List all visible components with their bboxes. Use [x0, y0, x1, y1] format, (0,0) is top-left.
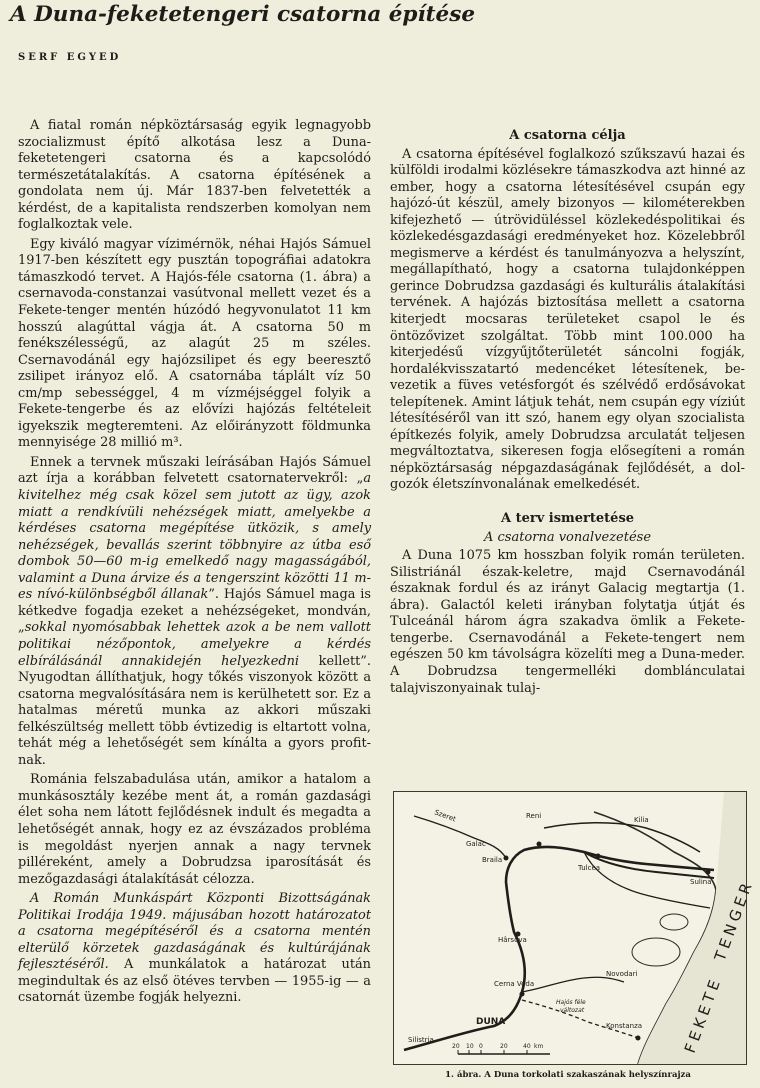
scale-tick: 20	[500, 1043, 508, 1050]
section-heading: A csatorna célja	[509, 128, 626, 143]
label-tenger: TENGER	[710, 876, 757, 964]
label-hajos-fele: Hajós féle	[556, 999, 586, 1006]
label-fekete: FEKETE	[680, 973, 726, 1056]
paragraph: A Duna 1075 km hosszban folyik román területen. Silistriánál észak-keletre, majd Csernavodánál északnak fordul és az irányt Galacig megtartja (1. ábra). Galactól keleti irányban folytatja útját és Tulceánál három ágra szakadva ömlik a Fekete-tengerbe. Csernavodánál a Fekete-tengert nem egészen 50 km távolságra közelíti meg a Duna-meder. A Dobrudzsa tengermelléki domblánculatai talajviszonyainak tulaj-	[390, 548, 745, 696]
label-valtozat: változat	[560, 1007, 585, 1014]
map-figure	[393, 791, 757, 1065]
paragraph: Egy kiváló magyar vízimérnök, néhai Hajós Sámuel 1917-ben készített egy pusztán topográfiai adatokra támaszkodó tervet. A Hajós-féle csatorna (1. ábra) a csernavoda-constanzai vasútvonal mellett vezet és a Fekete-tenger mentén húzódó hegyvonulatot 11 km hosszú alagúttal vágja át. A csatorna 50 m fenékszélességű, az alagút 25 m széles. Csernavodánál egy hajózsilipet és egy beeresztő zsilipet irányoz elő. A csatornába táplált víz 50 cm/mp sebességgel, 4 m vízméjséggel folyik a Fekete-tengerbe és az elővízi hajózás feltételeit igyekszik megteremteni. Az előirányzott földmunka mennyisége 28 millió m³.	[18, 236, 371, 451]
right-column	[390, 128, 745, 700]
label-tulcea: Tulcea	[578, 864, 601, 872]
label-sulina: Sulina	[690, 878, 712, 886]
label-cerna-voda: Cerna Voda	[494, 980, 535, 988]
section-subheading: A csatorna vonalvezetése	[483, 529, 652, 545]
label-silistria: Silistria	[408, 1036, 434, 1044]
label-kilia: Kilia	[634, 816, 649, 824]
paragraph: Ennek a tervnek műszaki leírásában Hajós Sámuel azt írja a korábban felvetett csatornatervekről: „a kivitelhez még csak közel sem jutott az ügy, azok miatt a rendkívüli nehézségek miatt, amelyekbe a kérdéses csatorna megépítése ütközik, s amely nehézségek, bevallás szerint többnyire az útba eső dombok 50—60 m-ig emelkedő nagy magasságából, valamint a Duna árvize és a tengerszint közötti 11 m-es nívó-különbségből állanak”. Hajós Sámuel maga is kétkedve fogadja ezeket a nehézségeket, mondván, „sokkal nyomósabbak lehettek azok a be nem vallott politikai nézőpontok, amelyekre a kérdés elbírálásánál annakidején helyezkedni kellett”. Nyugodtan állíthatjuk, hogy tőkés viszonyok között a csatorna megvalósítására nem is kerülhetett sor. Ez a hatalmas méretű munka az akkori műszaki felkészültség mellett több évtizedig is eltartott volna, tehát még a lehetőségét sem kínálta a gyors profitnak.	[18, 454, 371, 768]
label-konstanza: Konstanza	[606, 1022, 643, 1030]
scale-tick: 40	[523, 1043, 531, 1050]
town-marker	[537, 842, 542, 847]
scale-tick: 10	[466, 1043, 474, 1050]
town-marker	[706, 870, 711, 875]
label-braila: Braila	[482, 856, 503, 864]
scale-bar	[452, 1043, 550, 1054]
section-spacer	[390, 497, 745, 511]
paragraph: Románia felszabadulása után, amikor a hatalom a munkásosztály kezébe ment át, a román gazdasági élet soha nem látott fejlődésnek indult és megadta a lehetőségét annak, hogy ez az évszázados probléma is megoldást nyerjen annak a nagy tervnek pilléreként, amely a Dobrudzsa iparosítását és mezőgazdasági átalakítását célozza.	[18, 772, 371, 887]
label-reni: Reni	[526, 812, 542, 820]
paragraph: A fiatal román népköztársaság egyik legnagyobb szocializmust építő alkotása lesz a Duna-feketetengeri csatorna és a kapcsolódó természetátalakítás. A csatorna építésének a gondolata nem új. Már 1837-ben felvetették a kérdést, de a kapitalista rendszerben komolyan nem foglalkoztak vele.	[18, 118, 371, 233]
left-column	[18, 118, 371, 1010]
town-marker	[596, 854, 601, 859]
label-duna: DUNA	[476, 1017, 506, 1027]
new-canal	[522, 977, 624, 992]
scale-unit: km	[534, 1043, 544, 1050]
label-harsova: Hârsova	[498, 936, 527, 944]
label-novodari: Novodari	[606, 970, 638, 978]
scale-tick: 20	[452, 1043, 460, 1050]
town-marker	[520, 992, 525, 997]
paragraph: A csatorna építésével foglalkozó szűkszavú hazai és külföldi irodalmi közlésekre támaszkodva azt hinné az ember, hogy a csatorna létesítésével csupán egy hajózó-út készül, amely bizonyos — kilométerekben kifejezhető — útrövidüléssel közlekedéspolitikai és közlekedésgazdasági eredményeket hoz. Közelebbről megismerve a kérdést és tanulmányozva a helyszínt, megállapítható, hogy a csatorna tulajdonképpen gerince Dobrudzsa gazdasági és kulturális átalakítási tervének. A hajózás biztosítása mellett a csatorna kiterjedt mocsaras területeket csapol le és öntözővizet szolgáltat. Több mint 100.000 ha kiterjedésű vízgyűjtőterületét sáncolni fogják, hordalékvisszatartó medencéket létesítenek, bevezetik a füves vetésforgót és szélvédő erdősávokat telepítenek. Amint látjuk tehát, nem csupán egy víziút létesítéséről van itt szó, hanem egy olyan szocialista építkezés folyik, amely Dobrudzsa arculatát teljesen megváltoztatva, sikeresen fogja elősegíteni a román népköztársaság népgazdaságának fejlődését, a dolgozók életszínvonalának emelkedését.	[390, 146, 745, 493]
paragraph: A Román Munkáspárt Központi Bizottságának Politikai Irodája 1949. májusában hozott határozatot a csatorna megépítéséről és a csatorna mentén elterülő körzetek gazdaságának és kultúrájának fejlesztéséről. A munkálatok a határozat után megindultak és az első ötéves tervben — 1955-ig — a csatornát üzembe fogják helyezni.	[18, 891, 371, 1006]
article-title: A Duna-feketetengeri csatorna építése	[10, 2, 476, 27]
scale-tick: 0	[479, 1043, 483, 1050]
label-szeret: Szeret	[433, 808, 457, 824]
section-heading: A terv ismertetése	[500, 511, 635, 527]
lake-small	[660, 914, 688, 930]
szeret-river	[414, 816, 506, 858]
town-marker	[504, 856, 509, 861]
label-galac: Galac	[466, 840, 486, 848]
article-author: SERF EGYED	[18, 52, 122, 63]
razelm-lake	[632, 938, 680, 966]
town-marker	[636, 1036, 641, 1041]
figure-caption: 1. ábra. A Duna torkolati szakaszának helyszínrajza	[445, 1070, 691, 1080]
danube-delta-map	[394, 792, 757, 1064]
